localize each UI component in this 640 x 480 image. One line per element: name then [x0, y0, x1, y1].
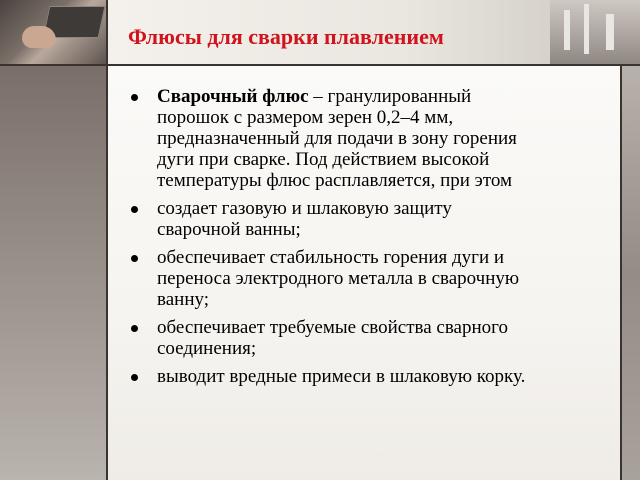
building-photo	[550, 0, 640, 64]
term-label: Сварочный флюс	[157, 86, 309, 107]
list-item: выводит вредные примеси в шлаковую корку.	[128, 366, 528, 387]
slide-title: Флюсы для сварки плавлением	[128, 24, 444, 49]
hand-image	[22, 26, 56, 48]
bullet-list	[128, 86, 528, 394]
list-item-intro	[128, 86, 528, 191]
left-decor-strip	[0, 0, 108, 480]
list-item: обеспечивает требуемые свойства сварного соединения;	[128, 317, 528, 359]
keyboard-photo	[0, 0, 108, 64]
right-divider	[620, 64, 622, 480]
list-item: создает газовую и шлаковую защиту сварочной ванны;	[128, 198, 528, 240]
list-item: обеспечивает стабильность горения дуги и переноса электродного металла в сварочную ванну;	[128, 247, 528, 310]
intro-text: – гранулированный порошок с размером зерен 0,2–4 мм, предназначенный для подачи в зону горения дуги при сварке. Под действием высокой температуры флюс расплавляется, при этом	[157, 86, 517, 191]
right-decor-strip	[622, 64, 640, 480]
